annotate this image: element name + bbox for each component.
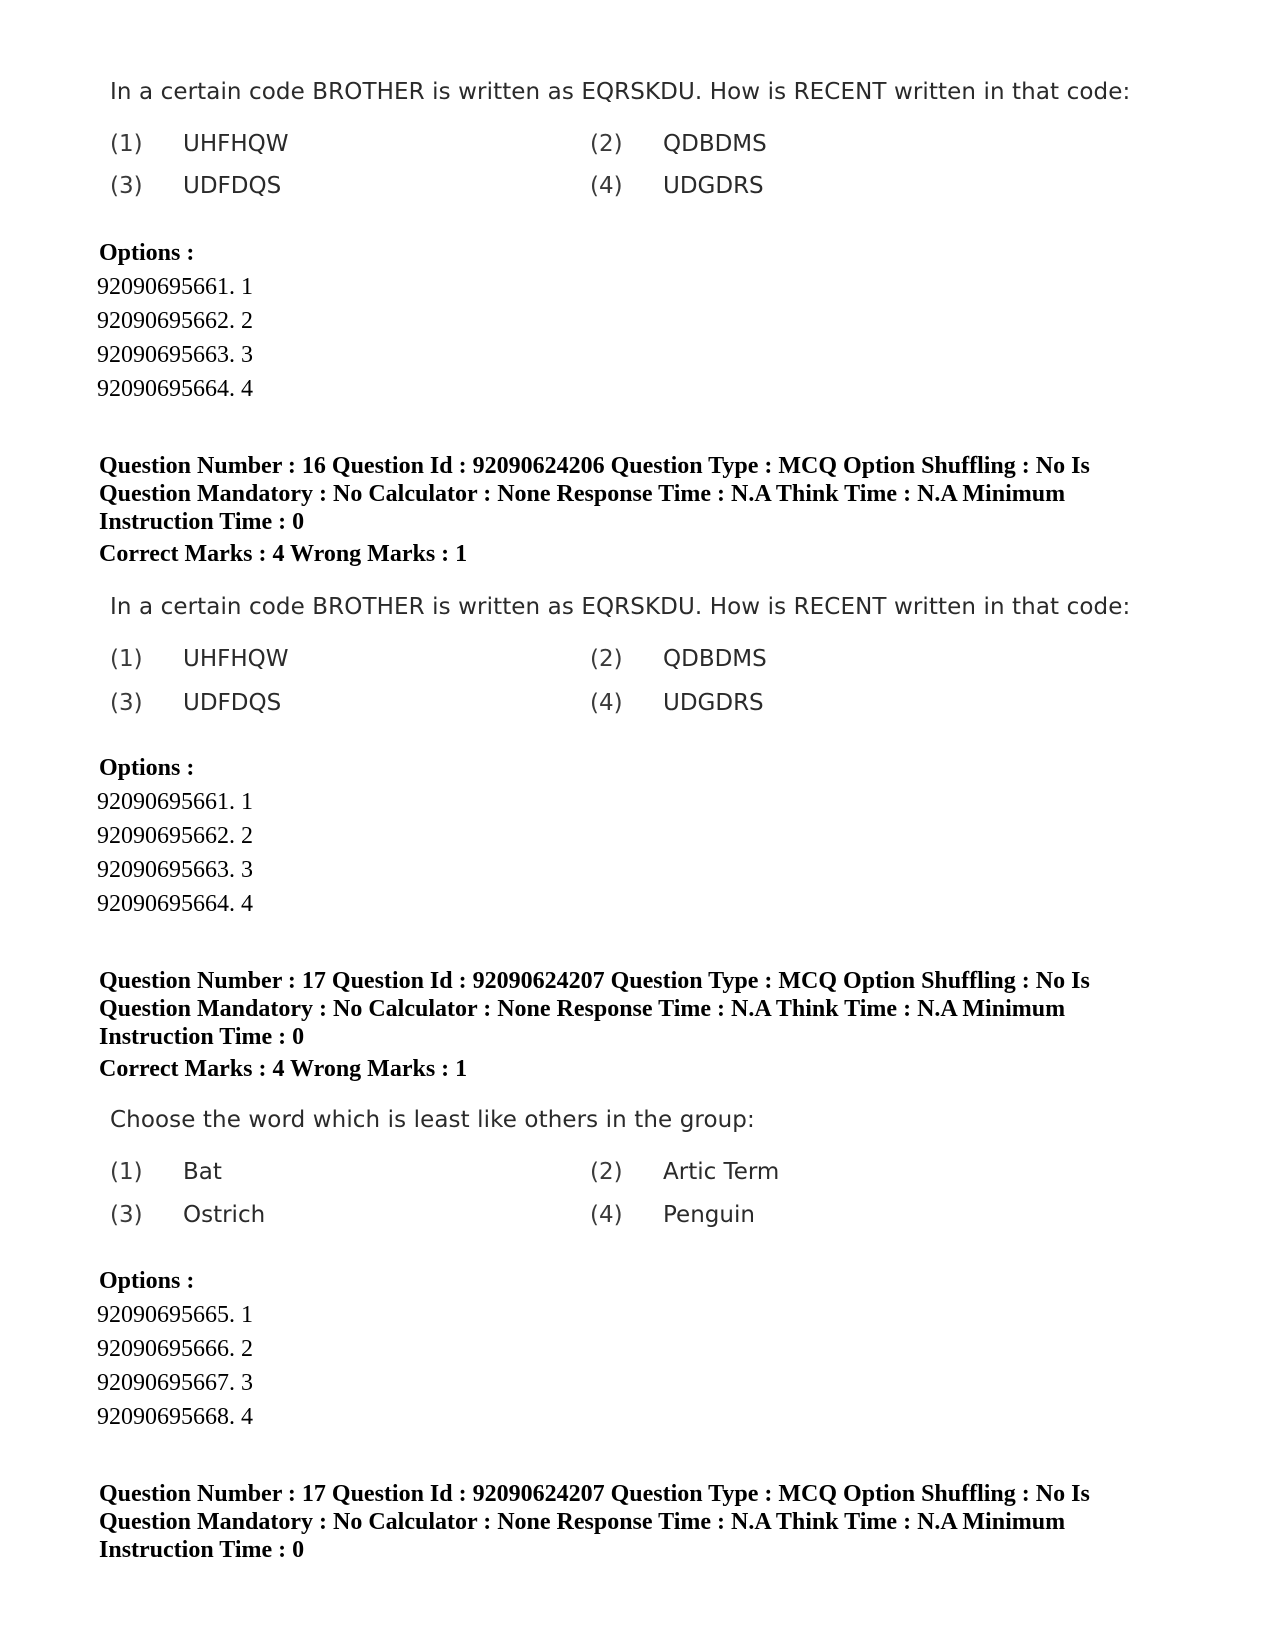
choice-text: Ostrich bbox=[183, 1202, 266, 1228]
option-line: 92090695664. 4 bbox=[97, 891, 253, 917]
options-heading: Options : bbox=[99, 240, 195, 266]
option-line: 92090695663. 3 bbox=[97, 342, 253, 368]
option-line: 92090695662. 2 bbox=[97, 308, 253, 334]
choice-text: QDBDMS bbox=[663, 646, 767, 672]
question-meta bbox=[99, 967, 1159, 1051]
marks-line: Correct Marks : 4 Wrong Marks : 1 bbox=[99, 541, 468, 567]
option-line: 92090695665. 1 bbox=[97, 1302, 253, 1328]
choice-text: UHFHQW bbox=[183, 646, 289, 672]
options-heading: Options : bbox=[99, 1268, 195, 1294]
choice-number: (4) bbox=[590, 690, 623, 716]
choice-text: Bat bbox=[183, 1159, 222, 1185]
meta-line: Question Mandatory : No Calculator : None Response Time : N.A Think Time : N.A Minimum bbox=[99, 481, 1066, 507]
marks-line: Correct Marks : 4 Wrong Marks : 1 bbox=[99, 1056, 468, 1082]
meta-line: Question Mandatory : No Calculator : None Response Time : N.A Think Time : N.A Minimum bbox=[99, 1509, 1066, 1535]
meta-line: Question Mandatory : No Calculator : None Response Time : N.A Think Time : N.A Minimum bbox=[99, 996, 1066, 1022]
question-meta bbox=[99, 452, 1159, 536]
option-line: 92090695661. 1 bbox=[97, 274, 253, 300]
meta-line: Question Number : 16 Question Id : 92090624206 Question Type : MCQ Option Shuffling : No Is bbox=[99, 453, 1090, 479]
choice-text: Artic Term bbox=[663, 1159, 780, 1185]
question-stem: In a certain code BROTHER is written as EQRSKDU. How is RECENT written in that code: bbox=[110, 79, 1131, 105]
choice-number: (3) bbox=[110, 173, 143, 199]
option-line: 92090695668. 4 bbox=[97, 1404, 253, 1430]
meta-line: Question Number : 17 Question Id : 92090624207 Question Type : MCQ Option Shuffling : No Is bbox=[99, 968, 1090, 994]
choice-text: UDGDRS bbox=[663, 173, 764, 199]
choice-number: (2) bbox=[590, 131, 623, 157]
choice-number: (2) bbox=[590, 1159, 623, 1185]
choice-text: UDFDQS bbox=[183, 690, 282, 716]
choice-number: (1) bbox=[110, 1159, 143, 1185]
choice-text: Penguin bbox=[663, 1202, 755, 1228]
choice-number: (4) bbox=[590, 1202, 623, 1228]
option-line: 92090695667. 3 bbox=[97, 1370, 253, 1396]
option-line: 92090695662. 2 bbox=[97, 823, 253, 849]
option-line: 92090695661. 1 bbox=[97, 789, 253, 815]
choice-text: UDFDQS bbox=[183, 173, 282, 199]
choice-text: UHFHQW bbox=[183, 131, 289, 157]
option-line: 92090695663. 3 bbox=[97, 857, 253, 883]
choice-number: (2) bbox=[590, 646, 623, 672]
choice-number: (4) bbox=[590, 173, 623, 199]
question-stem: In a certain code BROTHER is written as EQRSKDU. How is RECENT written in that code: bbox=[110, 594, 1131, 620]
choice-number: (1) bbox=[110, 646, 143, 672]
meta-line: Instruction Time : 0 bbox=[99, 1024, 305, 1050]
question-stem: Choose the word which is least like others in the group: bbox=[110, 1107, 755, 1133]
choice-number: (3) bbox=[110, 690, 143, 716]
choice-text: UDGDRS bbox=[663, 690, 764, 716]
meta-line: Instruction Time : 0 bbox=[99, 1537, 305, 1563]
choice-text: QDBDMS bbox=[663, 131, 767, 157]
option-line: 92090695666. 2 bbox=[97, 1336, 253, 1362]
choice-number: (3) bbox=[110, 1202, 143, 1228]
options-heading: Options : bbox=[99, 755, 195, 781]
meta-line: Question Number : 17 Question Id : 92090624207 Question Type : MCQ Option Shuffling : No Is bbox=[99, 1481, 1090, 1507]
choice-number: (1) bbox=[110, 131, 143, 157]
option-line: 92090695664. 4 bbox=[97, 376, 253, 402]
meta-line: Instruction Time : 0 bbox=[99, 509, 305, 535]
question-meta bbox=[99, 1480, 1159, 1564]
